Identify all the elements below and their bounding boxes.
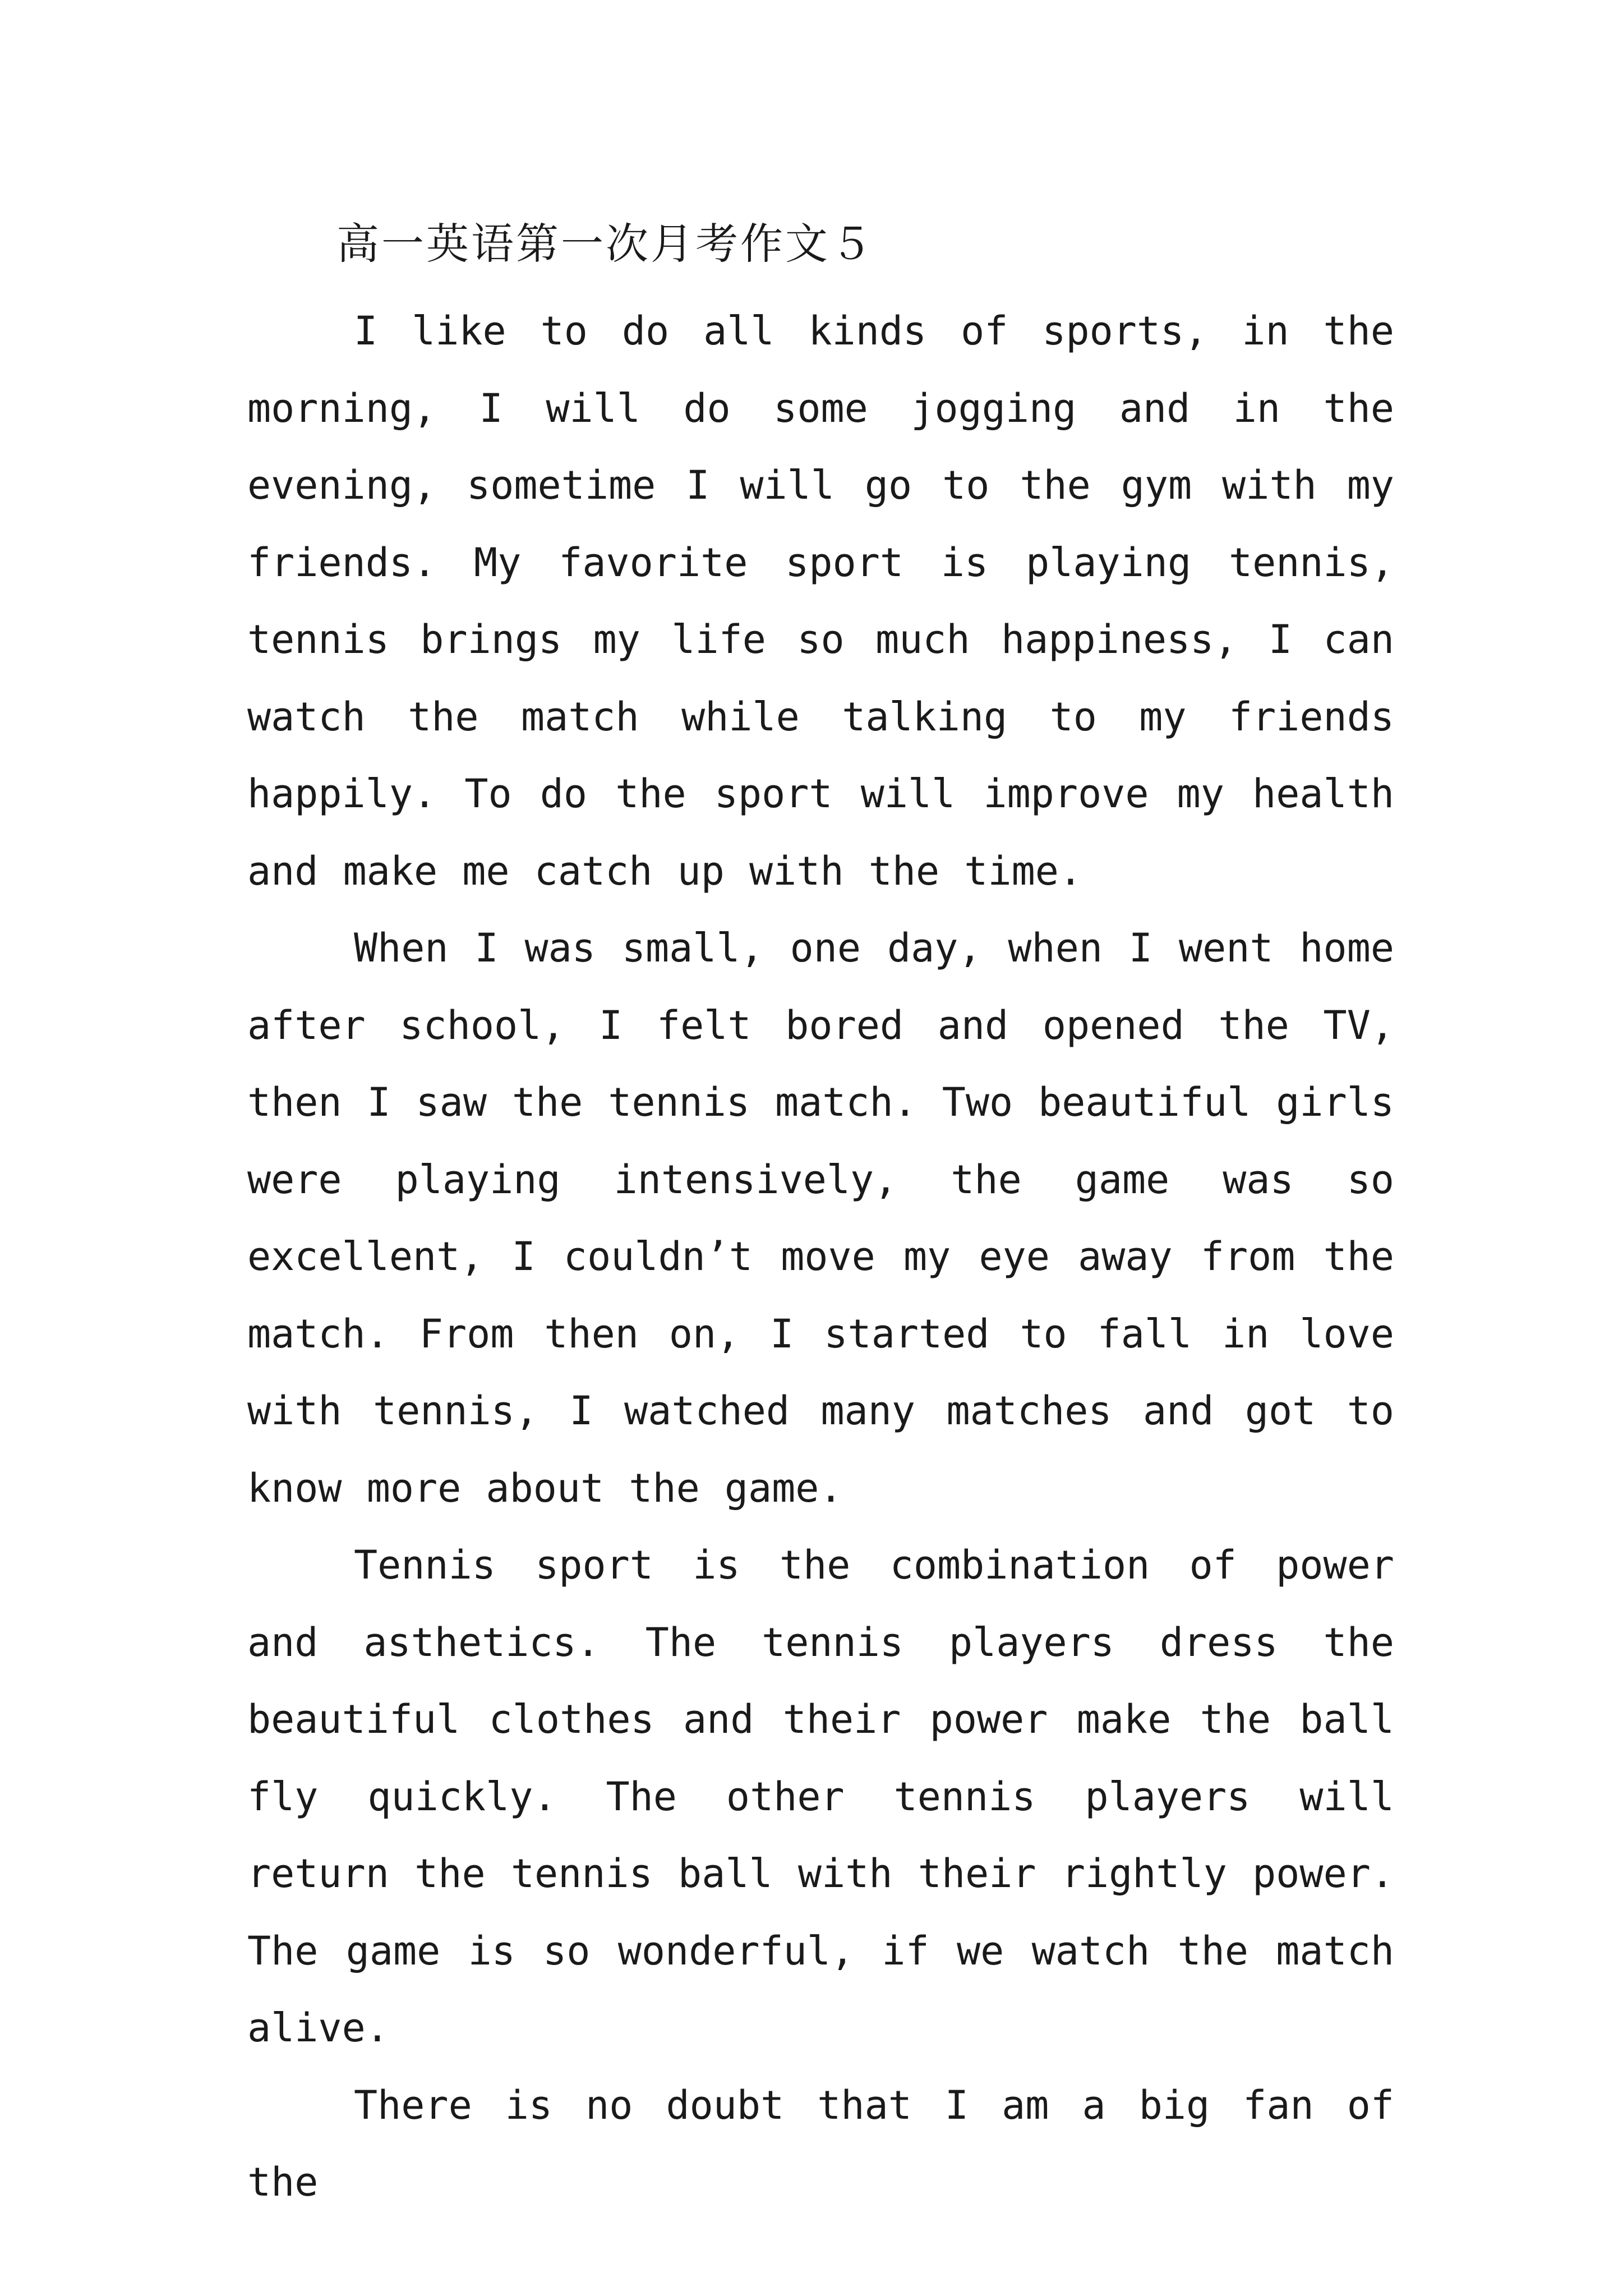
paragraph-3: Tennis sport is the combination of power and asthetics. The tennis players dress the beautiful clothes and their power make the ball fly quickly. The other tennis players will return the tennis ball with their rightly power. The game is so wonderful, if we watch the match alive. bbox=[247, 1542, 1394, 2051]
paragraph-2: When I was small, one day, when I went home after school, I felt bored and opened the TV, then I saw the tennis match. Two beautiful girls were playing intensively, the game was so excellent, I couldn’t move my eye away from the match. From then on, I started to fall in love with tennis, I watched many matches and got to know more about the game. bbox=[247, 925, 1394, 1511]
document-body bbox=[247, 293, 1394, 2221]
paragraph-1: I like to do all kinds of sports, in the morning, I will do some jogging and in the evening, sometime I will go to the gym with my friends. My favorite sport is playing tennis, tennis brings my life so much happiness, I can watch the match while talking to my friends happily. To do the sport will improve my health and make me catch up with the time. bbox=[247, 308, 1394, 894]
document-title: 高一英语第一次月考作文５ bbox=[336, 219, 875, 269]
paragraph-4: There is no doubt that I am a big fan of the bbox=[247, 2082, 1394, 2205]
